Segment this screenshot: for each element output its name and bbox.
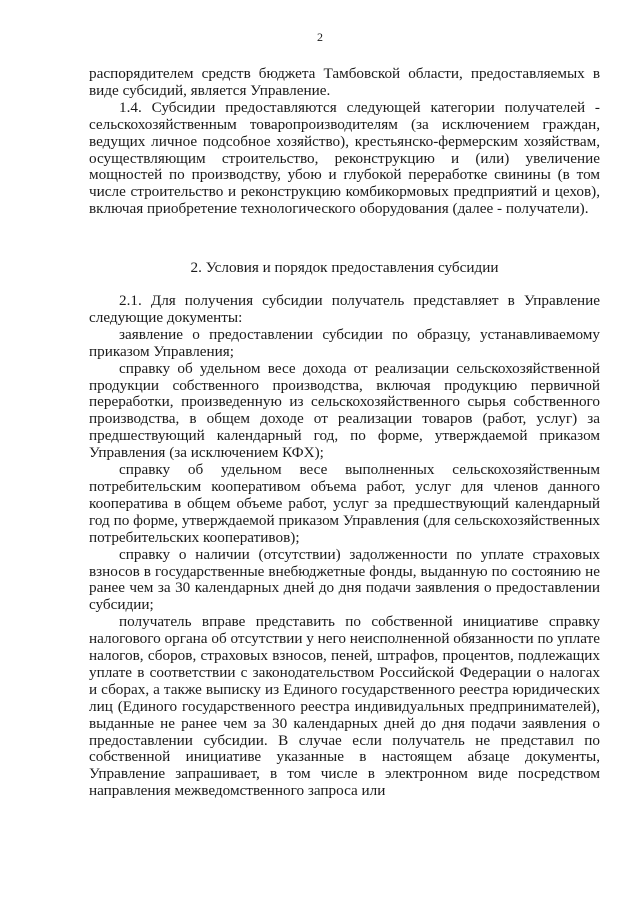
paragraph-cooperative-works-certificate: справку об удельном весе выполненных сельскохозяйственным потребительским кооперативом объема работ, услуг для членов данного кооператива в общем объеме работ, услуг за предшествующий календарный год по форме, утверждаемой приказом Управления (для сельскохозяйственных потребительских кооперативов); [89, 461, 600, 546]
paragraph-1-4-recipients: 1.4. Субсидии предоставляются следующей категории получателей - сельскохозяйственным товаропроизводителям (за исключением граждан, ведущих личное подсобное хозяйство), крестьянско-фермерским хозяйствам, осуществляющим строительство, реконструкцию и (или) увеличение мощностей по производству, убою и глубокой переработке свинины (в том числе строительство и реконструкцию комбикормовых предприятий и цехов), включая приобретение технологического оборудования (далее - получатели). [89, 98, 600, 218]
section-heading: 2. Условия и порядок предоставления субсидии [190, 259, 499, 276]
paragraph-insurance-debt-certificate: справку о наличии (отсутствии) задолженности по уплате страховых взносов в государственные внебюджетные фонды, выданную по состоянию не ранее чем за 30 календарных дней до дня подачи заявления о предоставлении субсидии; [89, 545, 600, 614]
intro-text-block [89, 66, 600, 218]
main-text-block [89, 293, 600, 800]
paragraph-application: заявление о предоставлении субсидии по образцу, устанавливаемому приказом Управления; [89, 325, 600, 360]
page-number: 2 [317, 30, 323, 44]
paragraph-tax-certificate: получатель вправе представить по собственной инициативе справку налогового органа об отсутствии у него неисполненной обязанности по уплате налогов, сборов, страховых взносов, пеней, штрафов, процентов, подлежащих уплате в соответствии с законодательством Российской Федерации о налогах и сборах, а также выписку из Единого государственного реестра юридических лиц (Единого государственного реестра индивидуальных предпринимателей), выданные не ранее чем за 30 календарных дней до дня подачи заявления о предоставлении субсидии. В случае если получатель не представил по собственной инициативе указанные в настоящем абзаце документы, Управление запрашивает, в том числе в электронном виде посредством направления межведомственного запроса или [89, 613, 600, 800]
paragraph-budget-administrator: распорядителем средств бюджета Тамбовской области, предоставляемых в виде субсидий, является Управление. [89, 65, 600, 99]
paragraph-income-share-certificate: справку об удельном весе дохода от реализации сельскохозяйственной продукции собственного производства, включая продукцию первичной переработки, произведенную из сельскохозяйственного сырья собственного производства, в общем доходе от реализации товаров (работ, услуг) за предшествующий календарный год, по форме, утверждаемой приказом Управления (за исключением КФХ); [89, 359, 600, 462]
paragraph-2-1-documents: 2.1. Для получения субсидии получатель представляет в Управление следующие документы: [89, 292, 600, 326]
